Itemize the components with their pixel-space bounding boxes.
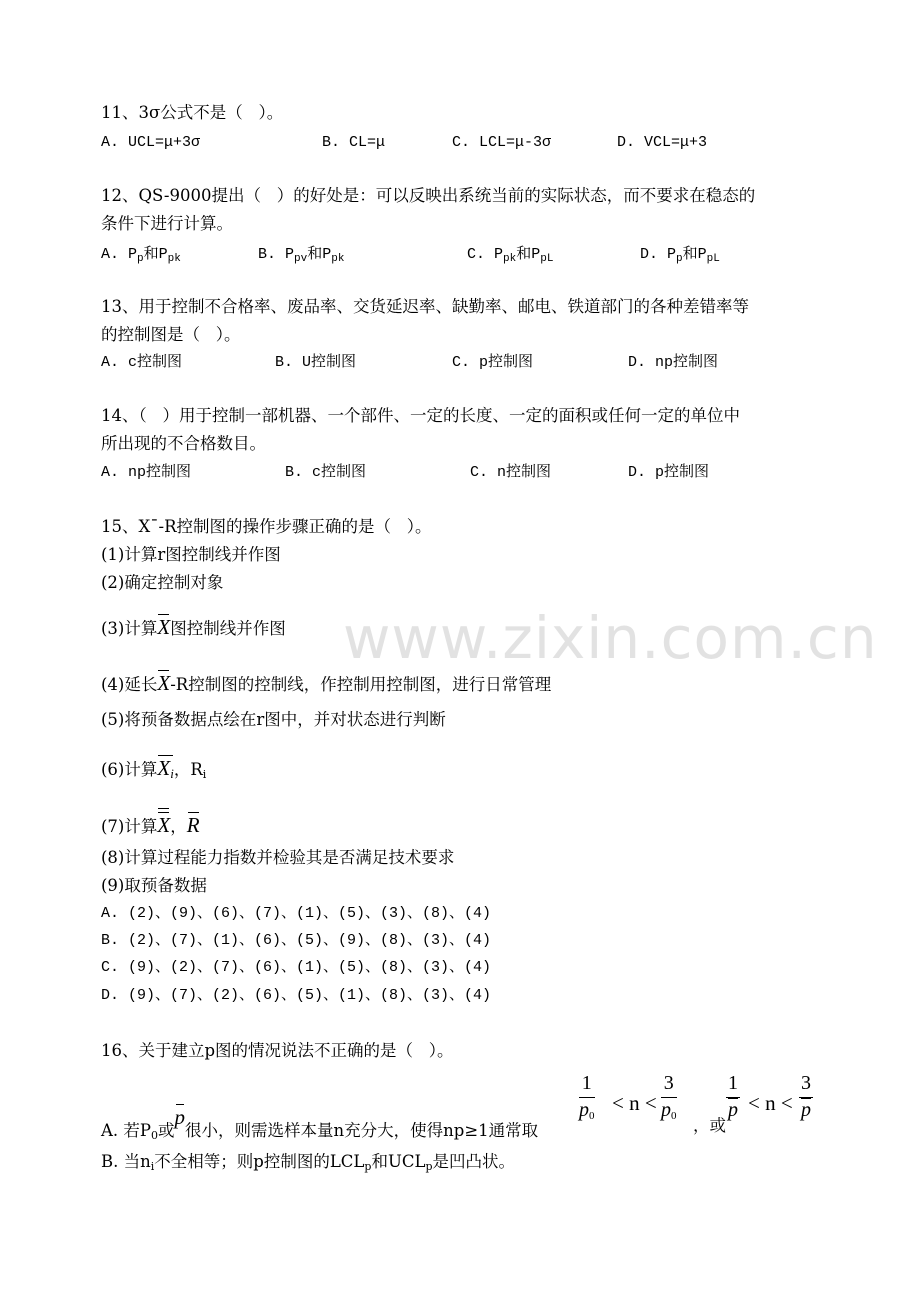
q15-step-2: (2)确定控制对象 bbox=[101, 573, 224, 592]
q15-step-6: (6)计算$X_i$，$R_i$ bbox=[101, 755, 206, 785]
relation-2: < n < bbox=[748, 1091, 793, 1115]
x-double-bar-symbol: X bbox=[157, 808, 170, 835]
q16-stem: 16、关于建立p图的情况说法不正确的是（ ）。 bbox=[101, 1041, 454, 1060]
q13-stem-line1: 13、用于控制不合格率、废品率、交货延迟率、缺勤率、邮电、铁道部门的各种差错率等 bbox=[101, 297, 749, 316]
q16-or: ，或 bbox=[693, 1116, 726, 1135]
fraction-1-over-p0: $\frac{1}{p_0}$ bbox=[579, 1072, 595, 1122]
q15-stem: 15、X¯-R控制图的操作步骤正确的是（ ）。 bbox=[101, 517, 432, 536]
q16-option-b: B. 当$n_i$不全相等；则p控制图的$LCL_p$和$UCL_p$是凹凸状。 bbox=[101, 1152, 515, 1173]
q15-step-8: (8)计算过程能力指数并检验其是否满足技术要求 bbox=[101, 848, 455, 867]
q11-stem: 11、3σ公式不是（ ）。 bbox=[101, 103, 284, 122]
q15-option-c: C. (9)、(2)、(7)、(6)、(1)、(5)、(8)、(3)、(4) bbox=[101, 959, 492, 976]
q16-option-a: A. 若$P_0$或p很小，则需选样本量n充分大，使得np≥1通常取 bbox=[101, 1105, 539, 1142]
q15-step-5: (5)将预备数据点绘在r图中，并对状态进行判断 bbox=[101, 710, 446, 729]
q14-option-a: A. np控制图 bbox=[101, 464, 192, 481]
fraction-3-over-p0: $\frac{3}{p_0}$ bbox=[661, 1072, 677, 1122]
fraction-3-over-pbar: $\frac{3}{p}$ bbox=[801, 1072, 811, 1121]
q13-option-a: A. c控制图 bbox=[101, 354, 183, 371]
x-bar-symbol: X bbox=[157, 671, 171, 695]
watermark: www.zixin.com.cn bbox=[343, 604, 878, 672]
q12-option-b: B. $P_{pv}$和$P_{pk}$ bbox=[258, 246, 345, 265]
q11-option-a: A. UCL=μ+3σ bbox=[101, 134, 201, 151]
q15-step-7: (7)计算X，R bbox=[101, 808, 200, 837]
q15-step-9: (9)取预备数据 bbox=[101, 876, 207, 895]
q13-stem-line2: 的控制图是（ ）。 bbox=[101, 325, 241, 344]
relation-1: < n < bbox=[612, 1091, 657, 1115]
q11-option-d: D. VCL=μ+3 bbox=[617, 134, 708, 151]
q13-option-b: B. U控制图 bbox=[275, 354, 357, 371]
q13-option-d: D. np控制图 bbox=[628, 354, 719, 371]
p-bar-symbol: p bbox=[174, 1105, 186, 1129]
q15-step-1: (1)计算r图控制线并作图 bbox=[101, 545, 281, 564]
q12-option-d: D. $P_p$和$P_{pL}$ bbox=[640, 246, 720, 265]
q14-option-b: B. c控制图 bbox=[285, 464, 367, 481]
q11-option-c: C. LCL=μ-3σ bbox=[452, 134, 552, 151]
q15-step-4: (4)延长X-R控制图的控制线，作控制用控制图，进行日常管理 bbox=[101, 671, 552, 695]
q13-option-c: C. p控制图 bbox=[452, 354, 534, 371]
q14-stem-line1: 14、（ ）用于控制一部机器、一个部件、一定的长度、一定的面积或任何一定的单位中 bbox=[101, 406, 740, 425]
q14-stem-line2: 所出现的不合格数目。 bbox=[101, 434, 266, 453]
q11-option-b: B. CL=μ bbox=[322, 134, 386, 151]
q12-option-c: C. $P_{pk}$和$P_{pL}$ bbox=[467, 246, 554, 265]
q15-option-d: D. (9)、(7)、(2)、(6)、(5)、(1)、(8)、(3)、(4) bbox=[101, 987, 492, 1004]
r-bar-symbol: R bbox=[186, 813, 200, 837]
q14-option-d: D. p控制图 bbox=[628, 464, 710, 481]
q14-option-c: C. n控制图 bbox=[470, 464, 552, 481]
q12-stem-line2: 条件下进行计算。 bbox=[101, 214, 233, 233]
q12-stem-line1: 12、QS-9000提出（ ）的好处是：可以反映出系统当前的实际状态，而不要求在稳态的 bbox=[101, 186, 756, 205]
fraction-1-over-pbar: $\frac{1}{p}$ bbox=[728, 1072, 738, 1121]
q15-step-3: (3)计算X图控制线并作图 bbox=[101, 615, 286, 639]
x-bar-symbol: X bbox=[157, 615, 171, 639]
q15-option-b: B. (2)、(7)、(1)、(6)、(5)、(9)、(8)、(3)、(4) bbox=[101, 932, 492, 949]
q15-option-a: A. (2)、(9)、(6)、(7)、(1)、(5)、(3)、(8)、(4) bbox=[101, 905, 492, 922]
q12-option-a: A. $P_p$和$P_{pk}$ bbox=[101, 246, 181, 265]
x-bar-i-symbol: $X_i$ bbox=[157, 755, 173, 784]
